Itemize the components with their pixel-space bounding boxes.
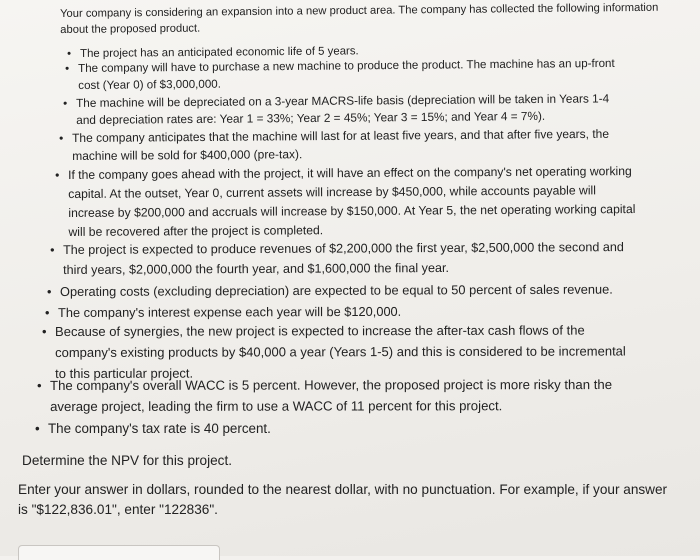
bullet-dot: • <box>42 324 47 340</box>
answer-instructions: Enter your answer in dollars, rounded to the nearest dollar, with no punctuation. For example, if your answer is "$122,836.01", enter "122836". <box>18 482 668 517</box>
bullet-dot: • <box>55 168 60 183</box>
bullet-dot: • <box>47 284 52 300</box>
list-item <box>59 126 638 165</box>
bullet-dot: • <box>65 62 70 76</box>
bullet-dot: • <box>59 131 64 146</box>
bullet-dot: • <box>63 96 68 111</box>
list-item-text: The project is expected to produce revenues of $2,200,000 the first year, $2,500,000 the second and third years, $2,000,000 the fourth year, and $1,600,000 the final year. <box>63 240 624 277</box>
list-item <box>47 279 660 302</box>
list-item <box>55 162 639 242</box>
list-item <box>65 55 630 94</box>
bullet-dot: • <box>50 243 55 258</box>
question-text: Determine the NPV for this project. <box>22 453 233 468</box>
list-item-text: If the company goes ahead with the project, it will have an effect on the company's net operating working capital. At the outset, Year 0, current assets will increase by $450,000, while accounts payable will increase by $200,000 and accruals will increase by $150,000. At Year 5, the net operating working capital will be recovered after the project is completed. <box>68 164 636 239</box>
bullet-dot: • <box>45 305 50 321</box>
bullet-dot: • <box>67 48 72 61</box>
list-item-text: The company's tax rate is 40 percent. <box>48 421 271 436</box>
list-item-text: The company's interest expense each year will be $120,000. <box>58 303 402 320</box>
list-item <box>63 90 632 129</box>
list-item-text: The company's overall WACC is 5 percent. However, the proposed project is more risky than the average project, leading the firm to use a WACC of 11 percent for this project. <box>50 377 613 414</box>
list-item-text: The company will have to purchase a new machine to produce the product. The machine has an up-front cost (Year 0) of $3,000,000. <box>78 56 615 92</box>
list-item-text: Operating costs (excluding depreciation) are expected to be equal to 50 percent of sales revenue. <box>60 281 613 299</box>
answer-input[interactable] <box>18 545 220 560</box>
list-item <box>35 419 648 439</box>
bullet-dot: • <box>35 421 40 436</box>
list-item <box>37 374 660 417</box>
list-item-text: The machine will be depreciated on a 3-year MACRS-life basis (depreciation will be taken in Years 1-4 and depreciation rates are: Year 1 = 33%; Year 2 = 45%; Year 3 = 15%; and Year 4 = 7%). <box>76 91 610 127</box>
list-item-text: The project has an anticipated economic life of 5 years. <box>80 45 359 60</box>
list-item-text: Because of synergies, the new project is expected to increase the after-tax cash flows of the company's existing products by $40,000 a year (Years 1-5) and this is considered to be incremental to this particular project. <box>55 322 626 381</box>
list-item <box>50 237 651 280</box>
list-item-text: The company anticipates that the machine will last for at least five years, and that after five years, the machine will be sold for $400,000 (pre-tax). <box>72 126 610 163</box>
intro-text: Your company is considering an expansion into a new product area. The company has collected the following information about the proposed product. <box>60 1 659 36</box>
bullet-dot: • <box>37 378 42 394</box>
